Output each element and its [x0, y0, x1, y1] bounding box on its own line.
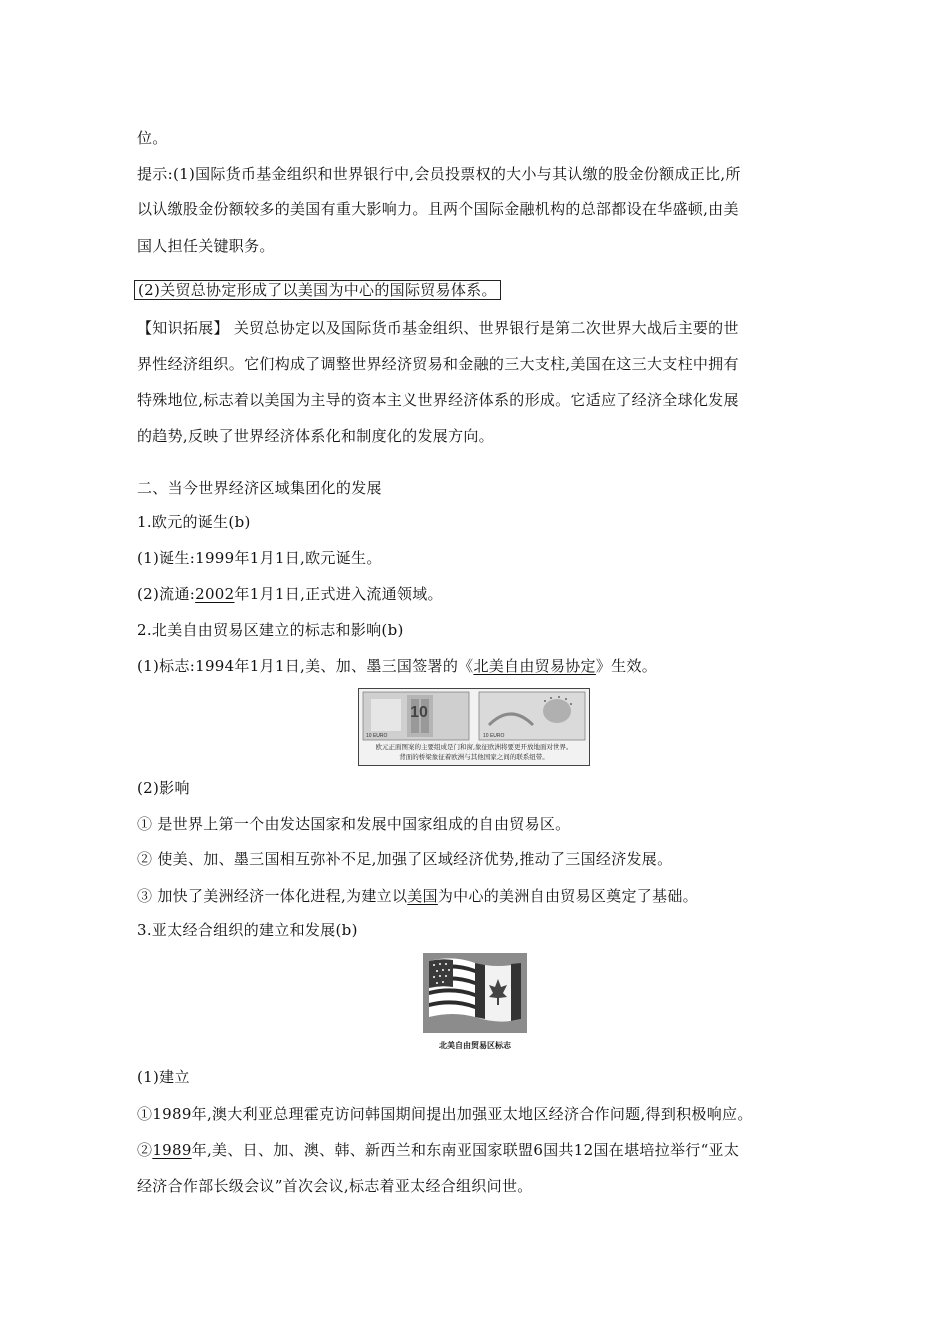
text-line: (1)建立 [137, 1068, 190, 1086]
text-line: (2)影响 [137, 779, 190, 797]
nafta-logo-figure [423, 953, 527, 1033]
knowledge-extension-line: 【知识拓展】 关贸总协定以及国际货币基金组织、世界银行是第二次世界大战后主要的世 [137, 319, 739, 337]
text-segment: ② [137, 1141, 153, 1159]
list-item [137, 886, 698, 906]
underlined-answer: 北美自由贸易协定 [473, 657, 596, 675]
hint-paragraph-line: 国人担任关键职务。 [137, 237, 275, 255]
text-line: 位。 [137, 129, 168, 147]
hint-paragraph-line: 以认缴股金份额较多的美国有重大影响力。且两个国际金融机构的总部都设在华盛顿,由美 [137, 200, 739, 218]
section-heading: 二、当今世界经济区域集团化的发展 [137, 479, 382, 497]
underlined-answer: 1989 [152, 1141, 192, 1159]
text-line: (1)诞生:1999年1月1日,欧元诞生。 [137, 549, 382, 567]
list-item [137, 1140, 739, 1160]
subsection-heading: 1.欧元的诞生(b) [137, 513, 251, 531]
text-segment: 为中心的美洲自由贸易区奠定了基础。 [437, 887, 698, 905]
list-item: ①1989年,澳大利亚总理霍克访问韩国期间提出加强亚太地区经济合作问题,得到积极响应。 [137, 1105, 753, 1123]
knowledge-extension-line: 的趋势,反映了世界经济体系化和制度化的发展方向。 [137, 427, 494, 445]
knowledge-extension-line: 界性经济组织。它们构成了调整世界经济贸易和金融的三大支柱,美国在这三大支柱中拥有 [137, 355, 739, 373]
text-segment: (2)流通: [137, 585, 196, 603]
list-item: 经济合作部长级会议”首次会议,标志着亚太经合组织问世。 [137, 1177, 533, 1195]
text-line [137, 584, 443, 604]
nafta-logo-caption: 北美自由贸易区标志 [439, 1040, 511, 1050]
knowledge-extension-line: 特殊地位,标志着以美国为主导的资本主义世界经济体系的形成。它适应了经济全球化发展 [137, 391, 739, 409]
text-segment: (1)标志:1994年1月1日,美、加、墨三国签署的《 [137, 657, 474, 675]
euro-small-label: 10 EURO [366, 733, 388, 739]
text-line [137, 656, 657, 676]
euro-small-label: 10 EURO [483, 733, 505, 739]
underlined-answer: 美国 [407, 887, 438, 905]
boxed-answer-line [137, 280, 501, 300]
euro-figure-note: 背面的桥梁象征着欧洲与其他国家之间的联系纽带。 [399, 753, 549, 761]
text-segment: 》生效。 [595, 657, 658, 675]
euro-banknotes-image [359, 689, 589, 743]
boxed-answer-text: (2)关贸总协定形成了以美国为中心的国际贸易体系。 [134, 280, 501, 300]
euro-numeral: 10 [410, 704, 428, 721]
nafta-flags-image [423, 953, 527, 1033]
list-item: ② 使美、加、墨三国相互弥补不足,加强了区域经济优势,推动了三国经济发展。 [137, 850, 673, 868]
text-segment: ③ 加快了美洲经济一体化进程,为建立以 [137, 887, 408, 905]
hint-paragraph-line: 提示:(1)国际货币基金组织和世界银行中,会员投票权的大小与其认缴的股金份额成正比,所 [137, 165, 741, 183]
text-segment: 年1月1日,正式进入流通领域。 [234, 585, 443, 603]
euro-figure-note: 欧元正面图案的主要组成是门和窗,象征欧洲将要更开放地面对世界。 [375, 743, 573, 751]
subsection-heading: 3.亚太经合组织的建立和发展(b) [137, 921, 358, 939]
text-segment: 年,美、日、加、澳、韩、新西兰和东南亚国家联盟6国共12国在堪培拉举行“亚太 [191, 1141, 740, 1159]
underlined-answer: 2002 [195, 585, 235, 603]
subsection-heading: 2.北美自由贸易区建立的标志和影响(b) [137, 621, 404, 639]
list-item: ① 是世界上第一个由发达国家和发展中国家组成的自由贸易区。 [137, 815, 571, 833]
euro-banknote-figure [358, 688, 590, 766]
